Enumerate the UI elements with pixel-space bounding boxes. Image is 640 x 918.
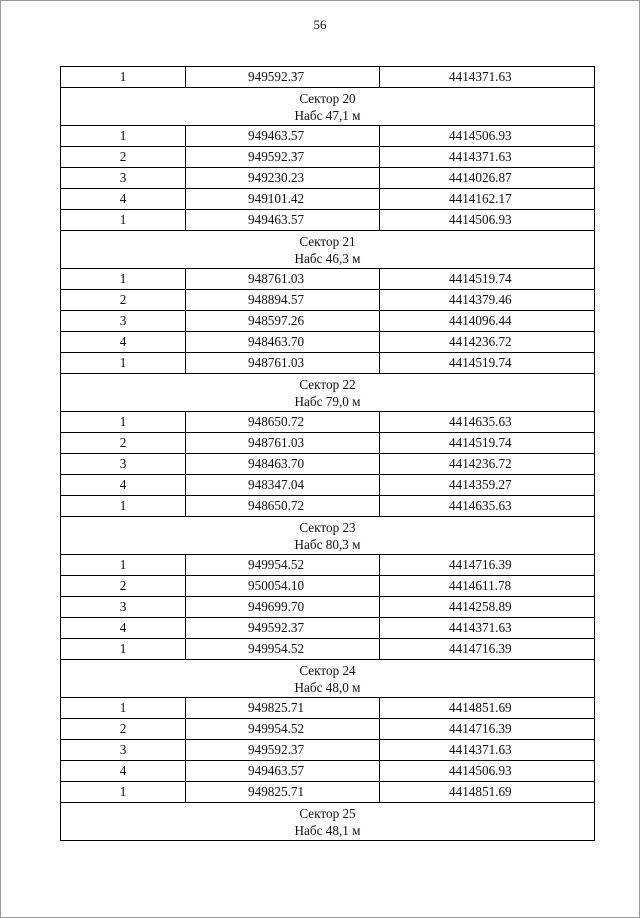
x-coordinate-cell: 949463.57 [186,210,380,231]
sector-title: Сектор 25 [299,806,356,821]
y-coordinate-cell: 4414716.39 [380,555,595,576]
point-row [61,475,595,496]
y-coordinate-cell: 4414519.74 [380,269,595,290]
sector-title: Сектор 23 [299,520,356,535]
y-coordinate-cell: 4414026.87 [380,168,595,189]
x-coordinate-cell: 948650.72 [186,496,380,517]
point-row [61,290,595,311]
point-number-cell: 1 [61,782,186,803]
x-coordinate-cell: 948761.03 [186,269,380,290]
point-number-cell: 1 [61,67,186,88]
point-row [61,67,595,88]
sector-height: Набс 46,3 м [294,251,361,266]
sector-header-cell [61,374,595,412]
coordinates-table-body [61,67,595,841]
point-row [61,719,595,740]
point-row [61,210,595,231]
y-coordinate-cell: 4414506.93 [380,126,595,147]
point-row [61,189,595,210]
point-row [61,740,595,761]
x-coordinate-cell: 949230.23 [186,168,380,189]
point-row [61,126,595,147]
x-coordinate-cell: 949699.70 [186,597,380,618]
y-coordinate-cell: 4414851.69 [380,698,595,719]
y-coordinate-cell: 4414716.39 [380,719,595,740]
y-coordinate-cell: 4414716.39 [380,639,595,660]
point-number-cell: 3 [61,454,186,475]
point-row [61,761,595,782]
x-coordinate-cell: 949954.52 [186,639,380,660]
point-row [61,639,595,660]
y-coordinate-cell: 4414096.44 [380,311,595,332]
point-number-cell: 4 [61,761,186,782]
x-coordinate-cell: 949592.37 [186,618,380,639]
point-number-cell: 4 [61,475,186,496]
point-row [61,698,595,719]
sector-header-cell [61,803,595,841]
sector-header-cell [61,231,595,269]
x-coordinate-cell: 948347.04 [186,475,380,496]
x-coordinate-cell: 948463.70 [186,332,380,353]
sector-header-cell [61,88,595,126]
x-coordinate-cell: 949101.42 [186,189,380,210]
x-coordinate-cell: 948463.70 [186,454,380,475]
y-coordinate-cell: 4414371.63 [380,147,595,168]
point-row [61,782,595,803]
x-coordinate-cell: 949954.52 [186,719,380,740]
point-number-cell: 4 [61,618,186,639]
sector-header-cell [61,660,595,698]
point-row [61,332,595,353]
sector-title: Сектор 21 [299,234,356,249]
x-coordinate-cell: 950054.10 [186,576,380,597]
x-coordinate-cell: 949592.37 [186,67,380,88]
point-number-cell: 1 [61,210,186,231]
sector-height: Набс 48,1 м [294,823,361,838]
point-row [61,433,595,454]
sector-header-row [61,517,595,555]
point-number-cell: 2 [61,576,186,597]
y-coordinate-cell: 4414851.69 [380,782,595,803]
y-coordinate-cell: 4414506.93 [380,761,595,782]
point-number-cell: 1 [61,412,186,433]
y-coordinate-cell: 4414611.78 [380,576,595,597]
point-number-cell: 3 [61,740,186,761]
point-number-cell: 3 [61,168,186,189]
sector-header-row [61,660,595,698]
sector-title: Сектор 24 [299,663,356,678]
point-row [61,269,595,290]
point-row [61,311,595,332]
point-row [61,353,595,374]
sector-header-row [61,803,595,841]
x-coordinate-cell: 948597.26 [186,311,380,332]
x-coordinate-cell: 948650.72 [186,412,380,433]
point-number-cell: 1 [61,269,186,290]
point-row [61,496,595,517]
y-coordinate-cell: 4414258.89 [380,597,595,618]
point-row [61,618,595,639]
x-coordinate-cell: 949463.57 [186,761,380,782]
y-coordinate-cell: 4414236.72 [380,454,595,475]
x-coordinate-cell: 948761.03 [186,353,380,374]
x-coordinate-cell: 949592.37 [186,147,380,168]
point-number-cell: 1 [61,353,186,374]
coordinates-table [60,66,595,841]
point-number-cell: 1 [61,639,186,660]
point-number-cell: 2 [61,147,186,168]
sector-height: Набс 48,0 м [294,680,361,695]
page-number: 56 [313,17,327,32]
x-coordinate-cell: 949954.52 [186,555,380,576]
y-coordinate-cell: 4414371.63 [380,67,595,88]
y-coordinate-cell: 4414379.46 [380,290,595,311]
y-coordinate-cell: 4414236.72 [380,332,595,353]
sector-title: Сектор 20 [299,91,356,106]
sector-height: Набс 79,0 м [294,394,361,409]
point-number-cell: 1 [61,698,186,719]
sector-header-row [61,374,595,412]
sector-height: Набс 47,1 м [294,108,361,123]
y-coordinate-cell: 4414519.74 [380,353,595,374]
point-number-cell: 1 [61,496,186,517]
y-coordinate-cell: 4414519.74 [380,433,595,454]
sector-header-cell [61,517,595,555]
x-coordinate-cell: 948894.57 [186,290,380,311]
sector-height: Набс 80,3 м [294,537,361,552]
y-coordinate-cell: 4414635.63 [380,496,595,517]
y-coordinate-cell: 4414635.63 [380,412,595,433]
point-number-cell: 3 [61,311,186,332]
point-number-cell: 4 [61,189,186,210]
point-number-cell: 2 [61,290,186,311]
point-row [61,412,595,433]
y-coordinate-cell: 4414506.93 [380,210,595,231]
y-coordinate-cell: 4414371.63 [380,618,595,639]
point-number-cell: 1 [61,555,186,576]
y-coordinate-cell: 4414371.63 [380,740,595,761]
point-row [61,454,595,475]
point-number-cell: 1 [61,126,186,147]
sector-header-row [61,231,595,269]
x-coordinate-cell: 949592.37 [186,740,380,761]
point-number-cell: 3 [61,597,186,618]
x-coordinate-cell: 948761.03 [186,433,380,454]
y-coordinate-cell: 4414359.27 [380,475,595,496]
x-coordinate-cell: 949825.71 [186,698,380,719]
y-coordinate-cell: 4414162.17 [380,189,595,210]
point-number-cell: 2 [61,433,186,454]
x-coordinate-cell: 949825.71 [186,782,380,803]
point-number-cell: 2 [61,719,186,740]
sector-title: Сектор 22 [299,377,356,392]
point-row [61,147,595,168]
point-row [61,555,595,576]
point-row [61,597,595,618]
point-number-cell: 4 [61,332,186,353]
point-row [61,168,595,189]
x-coordinate-cell: 949463.57 [186,126,380,147]
sector-header-row [61,88,595,126]
point-row [61,576,595,597]
